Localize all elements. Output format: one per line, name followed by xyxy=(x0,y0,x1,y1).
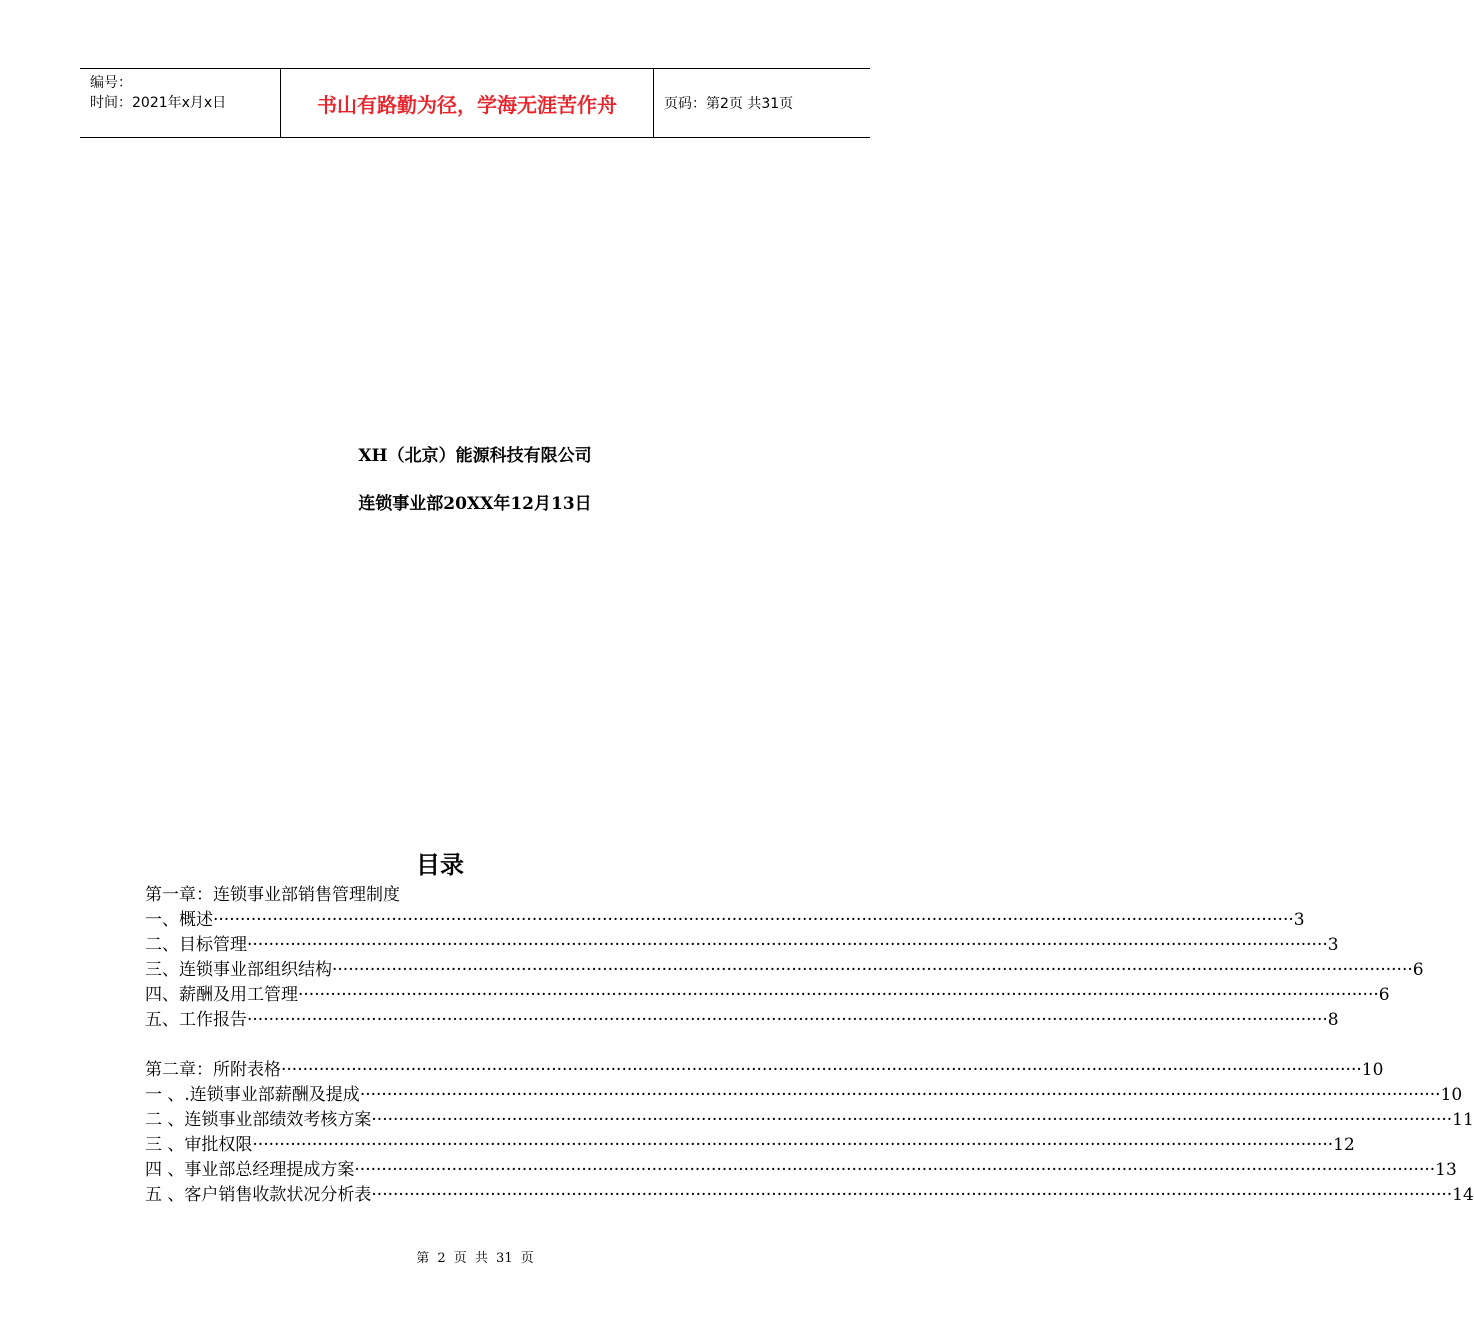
toc-entry-page: 10 xyxy=(1440,1085,1463,1105)
toc-chapter-2[interactable] xyxy=(145,1058,1384,1083)
number-label: 编号： xyxy=(90,75,132,91)
toc-entry-label: 四 、事业部总经理提成方案 xyxy=(145,1160,355,1180)
toc-entry[interactable] xyxy=(145,1083,1463,1108)
page-header xyxy=(80,68,870,138)
toc-chapter-2-page: 10 xyxy=(1361,1060,1384,1080)
table-of-contents xyxy=(145,883,1474,1208)
toc-leader-dots: ········································································································································································································ xyxy=(247,935,1328,955)
toc-entry[interactable] xyxy=(145,1008,1339,1033)
toc-entry-page: 11 xyxy=(1452,1110,1474,1130)
toc-entry[interactable] xyxy=(145,958,1424,983)
toc-entry-label: 五 、客户销售收款状况分析表 xyxy=(145,1185,372,1205)
toc-entry[interactable] xyxy=(145,1158,1457,1183)
toc-entry-page: 6 xyxy=(1378,985,1390,1005)
department-date: 连锁事业部20XX年12月13日 xyxy=(358,494,592,514)
toc-entry[interactable] xyxy=(145,1183,1474,1208)
toc-leader-dots: ········································································································································································································ xyxy=(371,1185,1453,1205)
toc-chapter-2-label: 第二章：所附表格 xyxy=(145,1060,281,1080)
toc-entry-label: 三 、审批权限 xyxy=(145,1135,253,1155)
toc-title: 目录 xyxy=(416,851,464,879)
header-left-cell xyxy=(80,69,281,137)
date-label: 时间：2021年x月x日 xyxy=(90,95,227,111)
toc-entry-page: 8 xyxy=(1327,1010,1339,1030)
toc-entry-label: 一 、.连锁事业部薪酬及提成 xyxy=(145,1085,360,1105)
company-name: XH（北京）能源科技有限公司 xyxy=(358,446,592,466)
toc-leader-dots: ········································································································································································································ xyxy=(213,910,1294,930)
header-page-cell xyxy=(654,69,870,137)
toc-entry-page: 6 xyxy=(1412,960,1424,980)
page-info: 页码：第2页 共31页 xyxy=(664,96,794,112)
toc-entry-page: 3 xyxy=(1327,935,1339,955)
toc-leader-dots: ········································································································································································································ xyxy=(247,1010,1328,1030)
page-footer: 第 2 页 共 31 页 xyxy=(416,1251,534,1266)
toc-entry-label: 五、工作报告 xyxy=(145,1010,247,1030)
toc-leader-dots: ········································································································································································································ xyxy=(252,1135,1334,1155)
toc-group-1 xyxy=(145,908,1424,1033)
toc-entry-label: 三、连锁事业部组织结构 xyxy=(145,960,332,980)
toc-entry[interactable] xyxy=(145,933,1339,958)
motto-text: 书山有路勤为径，学海无涯苦作舟 xyxy=(317,92,617,117)
toc-spacer xyxy=(145,1033,710,1058)
toc-entry-page: 12 xyxy=(1333,1135,1355,1155)
toc-entry-page: 3 xyxy=(1293,910,1305,930)
toc-entry-page: 14 xyxy=(1452,1185,1474,1205)
toc-entry[interactable] xyxy=(145,908,1305,933)
toc-leader-dots: ········································································································································································································ xyxy=(281,1060,1362,1080)
toc-entry[interactable] xyxy=(145,1108,1474,1133)
toc-chapter-2-row xyxy=(145,1058,1384,1083)
toc-entry-label: 四、薪酬及用工管理 xyxy=(145,985,298,1005)
toc-leader-dots: ········································································································································································································ xyxy=(354,1160,1436,1180)
toc-entry[interactable] xyxy=(145,983,1390,1008)
toc-entry-label: 二、目标管理 xyxy=(145,935,247,955)
toc-leader-dots: ········································································································································································································ xyxy=(371,1110,1453,1130)
header-motto-cell xyxy=(281,69,654,137)
toc-entry-label: 一、概述 xyxy=(145,910,213,930)
toc-leader-dots: ········································································································································································································ xyxy=(332,960,1413,980)
toc-leader-dots: ········································································································································································································ xyxy=(298,985,1379,1005)
toc-chapter-1: 第一章：连锁事业部销售管理制度 xyxy=(145,885,400,905)
toc-entry[interactable] xyxy=(145,1133,1355,1158)
toc-entry-label: 二 、连锁事业部绩效考核方案 xyxy=(145,1110,372,1130)
toc-leader-dots: ········································································································································································································ xyxy=(359,1085,1441,1105)
toc-group-2 xyxy=(145,1083,1474,1208)
toc-entry-page: 13 xyxy=(1435,1160,1457,1180)
